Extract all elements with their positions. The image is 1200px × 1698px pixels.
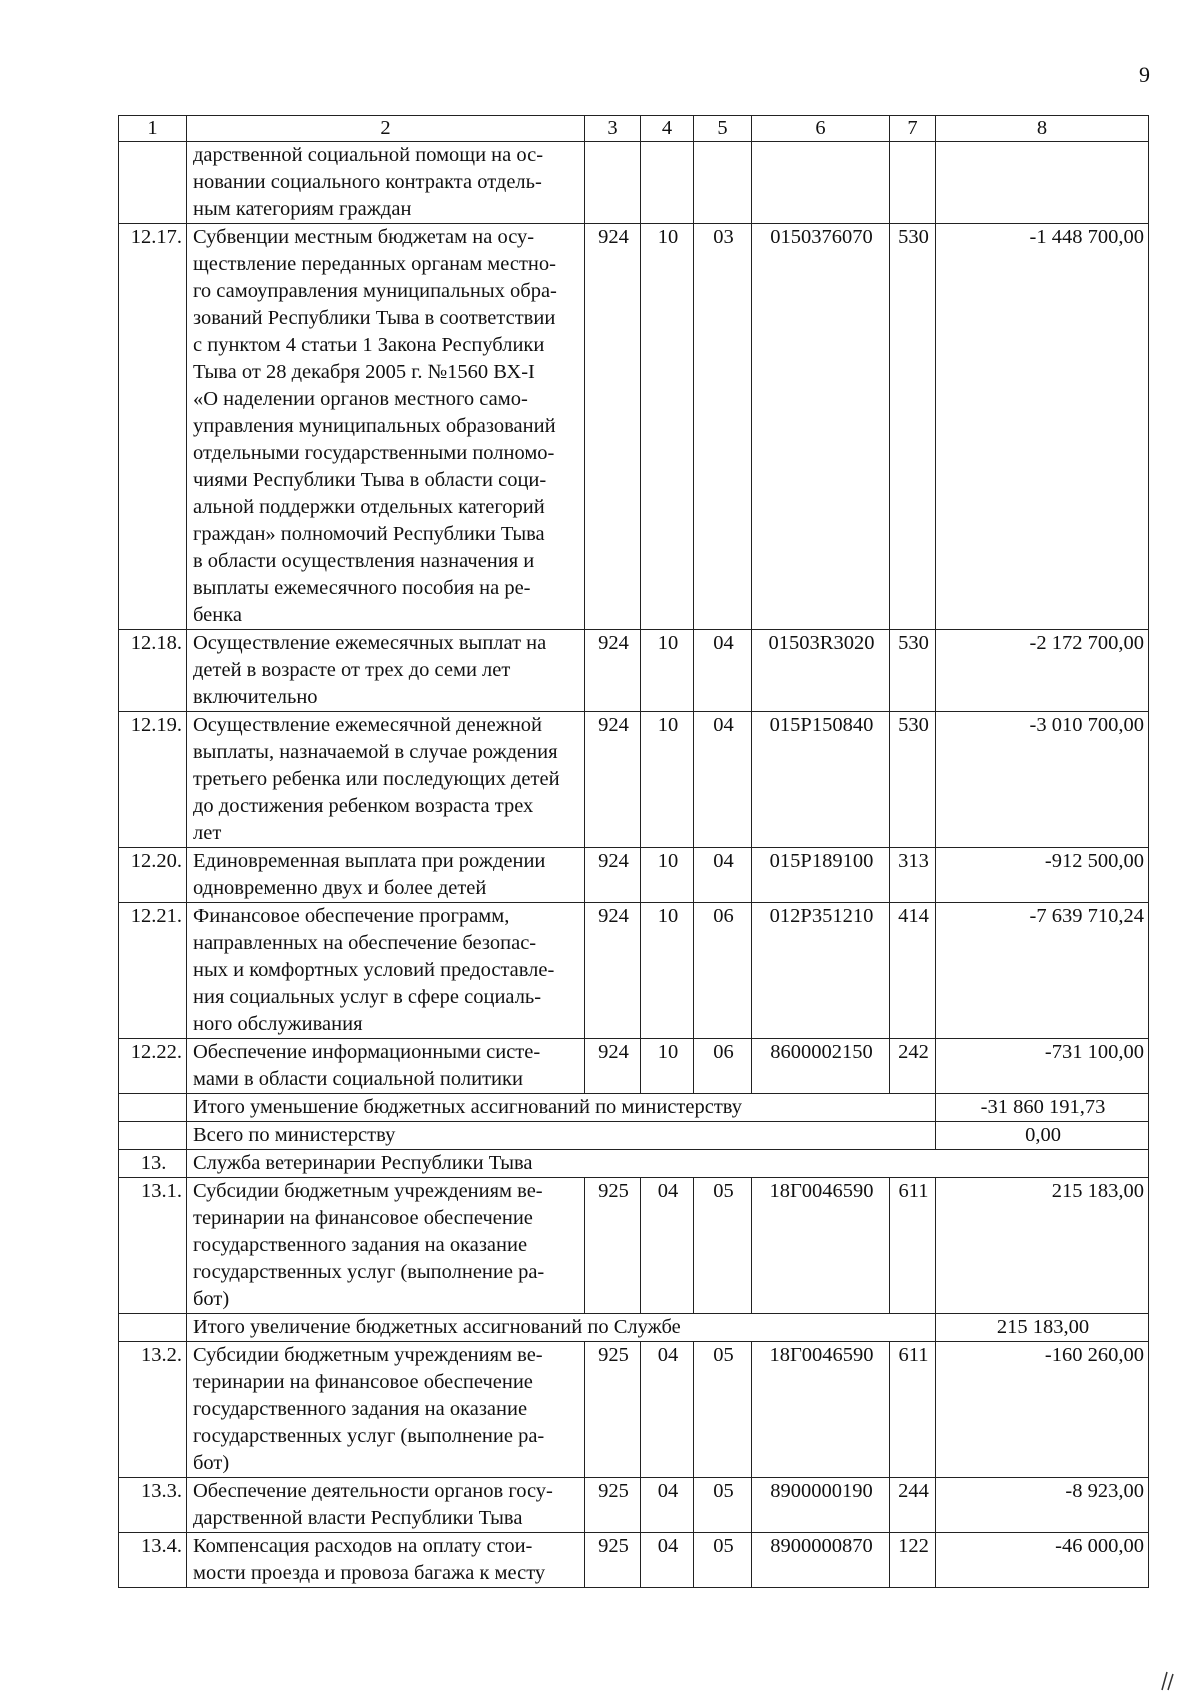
ministry-code: 924: [585, 1039, 641, 1094]
total-amount: 0,00: [936, 1122, 1149, 1150]
row-number: [119, 142, 187, 224]
total-amount: 215 183,00: [936, 1314, 1149, 1342]
subsection-code: 05: [694, 1342, 752, 1478]
amount: -912 500,00: [936, 848, 1149, 903]
row-description: Осуществление ежемесячных выплат на детей в возрасте от трех до семи лет включительно: [187, 630, 585, 712]
ministry-code: 924: [585, 224, 641, 630]
expense-type-code: 242: [890, 1039, 936, 1094]
section-code: 10: [641, 630, 694, 712]
row-description: Компенсация расходов на оплату стои- мости проезда и провоза багажа к месту: [187, 1533, 585, 1588]
page-number: 9: [1139, 62, 1150, 87]
budget-table: [118, 115, 1149, 1588]
ministry-code: 924: [585, 712, 641, 848]
expense-type-code: [890, 142, 936, 224]
amount: -731 100,00: [936, 1039, 1149, 1094]
section-title: Служба ветеринарии Республики Тыва: [187, 1150, 1149, 1178]
section-code: 04: [641, 1478, 694, 1533]
table-row: [119, 1039, 1149, 1094]
total-increase-row: [119, 1314, 1149, 1342]
row-number-empty: [119, 1314, 187, 1342]
table-row: [119, 903, 1149, 1039]
row-description: Обеспечение деятельности органов госу- дарственной власти Республики Тыва: [187, 1478, 585, 1533]
row-number: 12.17.: [119, 224, 187, 630]
expense-type-code: 530: [890, 630, 936, 712]
expense-type-code: 530: [890, 712, 936, 848]
section-code: 10: [641, 903, 694, 1039]
subsection-code: 03: [694, 224, 752, 630]
target-article-code: 012P351210: [752, 903, 890, 1039]
total-amount: -31 860 191,73: [936, 1094, 1149, 1122]
amount: -3 010 700,00: [936, 712, 1149, 848]
expense-type-code: 414: [890, 903, 936, 1039]
subsection-code: [694, 142, 752, 224]
section-number: 13.: [119, 1150, 187, 1178]
row-description: Финансовое обеспечение программ, направленных на обеспечение безопас- ных и комфортных условий предоставле- ния социальных услуг в сфере социаль- ного обслуживания: [187, 903, 585, 1039]
expense-type-code: 122: [890, 1533, 936, 1588]
header-cell: 8: [936, 116, 1149, 142]
section-code: 10: [641, 848, 694, 903]
table-row: [119, 712, 1149, 848]
row-number: 12.19.: [119, 712, 187, 848]
target-article-code: 8900000870: [752, 1533, 890, 1588]
ministry-code: [585, 142, 641, 224]
table-row: [119, 224, 1149, 630]
ministry-code: 925: [585, 1533, 641, 1588]
section-heading-row: [119, 1150, 1149, 1178]
header-cell: 3: [585, 116, 641, 142]
target-article-code: 8900000190: [752, 1478, 890, 1533]
total-label: Итого уменьшение бюджетных ассигнований по министерству: [187, 1094, 936, 1122]
subsection-code: 06: [694, 1039, 752, 1094]
row-number: 12.20.: [119, 848, 187, 903]
total-ministry-row: [119, 1122, 1149, 1150]
row-description: Субсидии бюджетным учреждениям ве- теринарии на финансовое обеспечение государственного задания на оказание государственных услуг (выполнение ра- бот): [187, 1178, 585, 1314]
row-description: Субвенции местным бюджетам на осу- ществление переданных органам местно- го самоуправления муниципальных обра- зований Республики Тыва в соответствии с пунктом 4 статьи 1 Закона Республики Тыва от 28 декабря 2005 г. №1560 ВХ-I «О наделении органов местного само- управления муниципальных образований отдельными государственными полномо- чиями Республики Тыва в области соци- альной поддержки отдельных категорий граждан» полномочий Республики Тыва в области осуществления назначения и выплаты ежемесячного пособия на ре- бенка: [187, 224, 585, 630]
table-row: [119, 1533, 1149, 1588]
total-label: Всего по министерству: [187, 1122, 936, 1150]
expense-type-code: 530: [890, 224, 936, 630]
section-code: 04: [641, 1342, 694, 1478]
handwritten-mark: [1158, 1668, 1178, 1698]
row-number-empty: [119, 1122, 187, 1150]
amount: [936, 142, 1149, 224]
ministry-code: 925: [585, 1478, 641, 1533]
ministry-code: 925: [585, 1178, 641, 1314]
header-cell: 7: [890, 116, 936, 142]
row-number: 13.1.: [119, 1178, 187, 1314]
expense-type-code: 611: [890, 1342, 936, 1478]
section-code: 10: [641, 224, 694, 630]
header-cell: 6: [752, 116, 890, 142]
header-cell: 1: [119, 116, 187, 142]
total-label: Итого увеличение бюджетных ассигнований по Службе: [187, 1314, 936, 1342]
header-cell: 2: [187, 116, 585, 142]
total-decrease-row: [119, 1094, 1149, 1122]
subsection-code: 04: [694, 712, 752, 848]
section-code: 10: [641, 712, 694, 848]
row-number: 13.4.: [119, 1533, 187, 1588]
section-code: 04: [641, 1178, 694, 1314]
section-code: [641, 142, 694, 224]
row-number: 12.22.: [119, 1039, 187, 1094]
ministry-code: 924: [585, 848, 641, 903]
subsection-code: 06: [694, 903, 752, 1039]
table-row: [119, 142, 1149, 224]
subsection-code: 04: [694, 848, 752, 903]
target-article-code: 8600002150: [752, 1039, 890, 1094]
subsection-code: 04: [694, 630, 752, 712]
row-number: 12.21.: [119, 903, 187, 1039]
amount: -160 260,00: [936, 1342, 1149, 1478]
amount: -8 923,00: [936, 1478, 1149, 1533]
header-cell: 5: [694, 116, 752, 142]
row-number: 13.3.: [119, 1478, 187, 1533]
target-article-code: 18Г0046590: [752, 1342, 890, 1478]
row-description: Субсидии бюджетным учреждениям ве- теринарии на финансовое обеспечение государственного задания на оказание государственных услуг (выполнение ра- бот): [187, 1342, 585, 1478]
table-row: [119, 1478, 1149, 1533]
subsection-code: 05: [694, 1533, 752, 1588]
section-code: 04: [641, 1533, 694, 1588]
row-description: Единовременная выплата при рождении одновременно двух и более детей: [187, 848, 585, 903]
table-row: [119, 1178, 1149, 1314]
row-description: Обеспечение информационными систе- мами в области социальной политики: [187, 1039, 585, 1094]
target-article-code: 015P150840: [752, 712, 890, 848]
subsection-code: 05: [694, 1178, 752, 1314]
ministry-code: 924: [585, 903, 641, 1039]
target-article-code: 0150376070: [752, 224, 890, 630]
amount: -46 000,00: [936, 1533, 1149, 1588]
amount: -2 172 700,00: [936, 630, 1149, 712]
target-article-code: 015P189100: [752, 848, 890, 903]
row-number-empty: [119, 1094, 187, 1122]
target-article-code: 01503R3020: [752, 630, 890, 712]
header-cell: 4: [641, 116, 694, 142]
table-row: [119, 630, 1149, 712]
section-code: 10: [641, 1039, 694, 1094]
subsection-code: 05: [694, 1478, 752, 1533]
amount: -1 448 700,00: [936, 224, 1149, 630]
target-article-code: 18Г0046590: [752, 1178, 890, 1314]
target-article-code: [752, 142, 890, 224]
row-description: дарственной социальной помощи на ос- новании социального контракта отдель- ным категориям граждан: [187, 142, 585, 224]
table-row: [119, 848, 1149, 903]
expense-type-code: 313: [890, 848, 936, 903]
row-number: 12.18.: [119, 630, 187, 712]
ministry-code: 924: [585, 630, 641, 712]
row-description: Осуществление ежемесячной денежной выплаты, назначаемой в случае рождения третьего ребенка или последующих детей до достижения ребенком возраста трех лет: [187, 712, 585, 848]
amount: 215 183,00: [936, 1178, 1149, 1314]
table-row: [119, 1342, 1149, 1478]
expense-type-code: 611: [890, 1178, 936, 1314]
ministry-code: 925: [585, 1342, 641, 1478]
header-row: [119, 116, 1149, 142]
row-number: 13.2.: [119, 1342, 187, 1478]
amount: -7 639 710,24: [936, 903, 1149, 1039]
expense-type-code: 244: [890, 1478, 936, 1533]
